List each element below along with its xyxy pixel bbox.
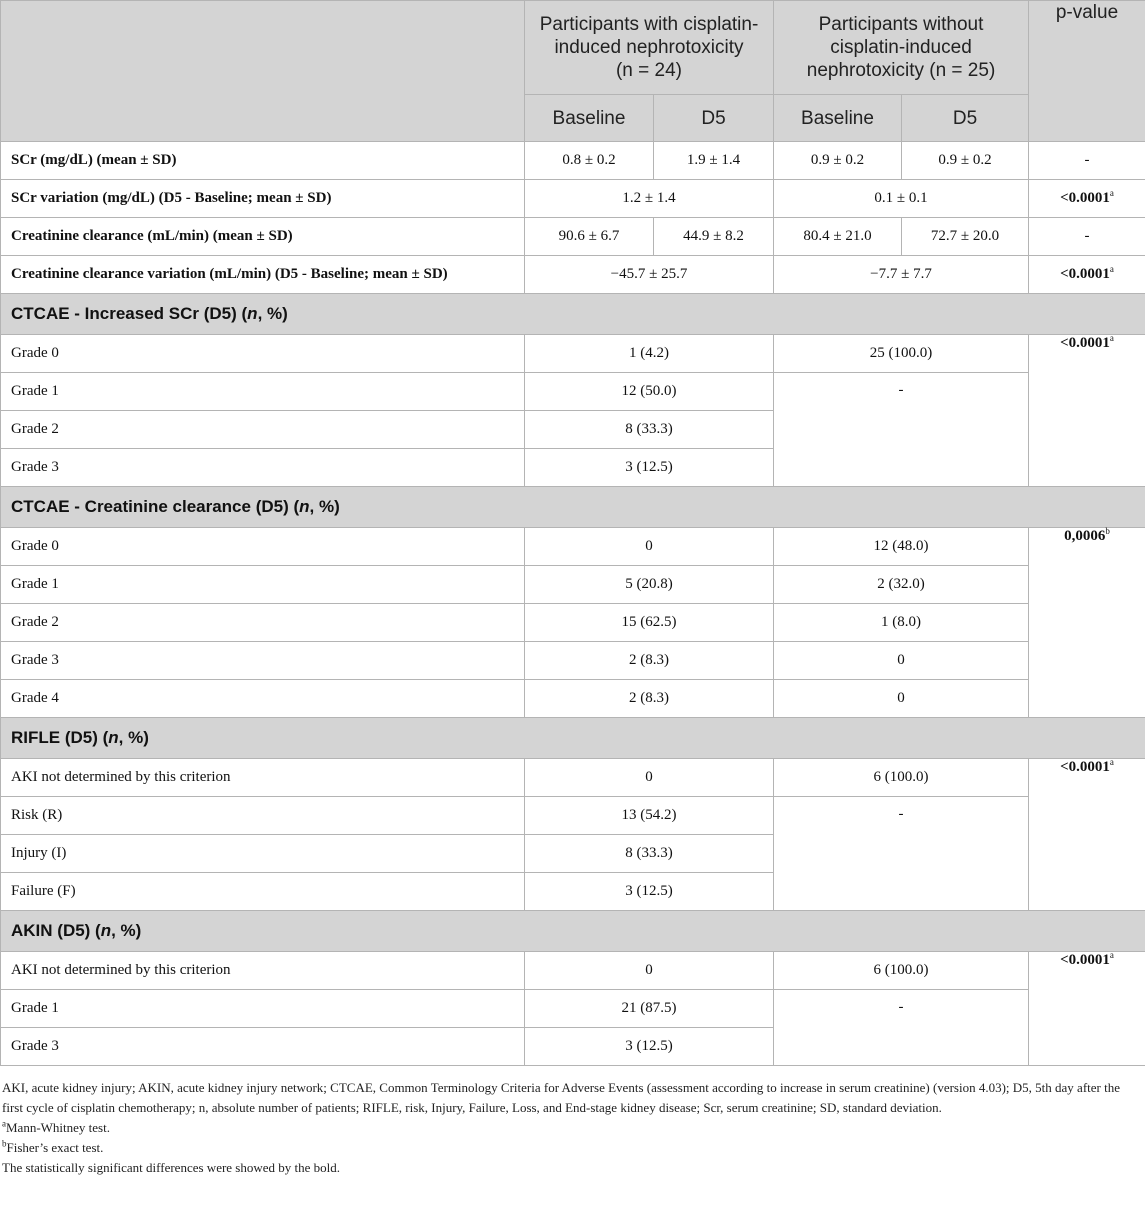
table-cell: 25 (100.0) — [774, 335, 1029, 373]
row-label: Grade 0 — [1, 335, 525, 373]
table-cell: - — [774, 797, 1029, 911]
table-cell: 1 (4.2) — [525, 335, 774, 373]
header-group2-n: nephrotoxicity (n = 25) — [806, 60, 996, 81]
table-row — [1, 759, 1145, 797]
table-header — [1, 1, 1145, 142]
row-label: Grade 3 — [1, 449, 525, 487]
table-cell: 3 (12.5) — [525, 873, 774, 911]
header-group1-baseline: Baseline — [525, 95, 654, 142]
header-group2-line2: cisplatin-induced — [830, 37, 972, 58]
table-row — [1, 797, 1145, 835]
row-label: Grade 4 — [1, 680, 525, 718]
header-group-with-nephrotoxicity — [525, 1, 774, 95]
table-cell: 15 (62.5) — [525, 604, 774, 642]
header-group2-d5: D5 — [902, 95, 1029, 142]
table-cell: 2 (32.0) — [774, 566, 1029, 604]
table-row — [1, 218, 1145, 256]
table-footnotes — [2, 1078, 1137, 1178]
row-label: Creatinine clearance (mL/min) (mean ± SD) — [1, 218, 525, 256]
table-cell: 8 (33.3) — [525, 835, 774, 873]
p-value-cell: - — [1029, 218, 1145, 256]
table-row — [1, 335, 1145, 373]
footnote-bold-note: The statistically significant differences were showed by the bold. — [2, 1160, 341, 1175]
header-group1-line2: induced nephrotoxicity — [554, 37, 744, 58]
footnote-a: $^a$Mann-Whitney test. — [2, 1118, 110, 1135]
table-cell: 2 (8.3) — [525, 680, 774, 718]
table-cell: 12 (48.0) — [774, 528, 1029, 566]
table-cell: 0 — [525, 759, 774, 797]
header-empty-cell — [1, 1, 525, 142]
p-value-cell: <0.0001$^a$ — [1029, 256, 1145, 294]
p-value-cell: <0.0001$^a$ — [1029, 180, 1145, 218]
p-value-cell: <0.0001$^a$ — [1029, 335, 1145, 487]
table-cell: - — [774, 373, 1029, 487]
table-cell: 44.9 ± 8.2 — [654, 218, 774, 256]
row-label: Grade 3 — [1, 642, 525, 680]
table-cell: 6 (100.0) — [774, 759, 1029, 797]
table-cell: 90.6 ± 6.7 — [525, 218, 654, 256]
table-row — [1, 528, 1145, 566]
table-cell: −7.7 ± 7.7 — [774, 256, 1029, 294]
table-cell: 0 — [525, 952, 774, 990]
section-header-rifle: RIFLE (D5) (n, %) — [1, 718, 1145, 759]
table-row — [1, 680, 1145, 718]
table-row — [1, 142, 1145, 180]
table-cell: 8 (33.3) — [525, 411, 774, 449]
table-cell: 13 (54.2) — [525, 797, 774, 835]
table-cell: 21 (87.5) — [525, 990, 774, 1028]
row-label: AKI not determined by this criterion — [1, 952, 525, 990]
table-cell: 0 — [525, 528, 774, 566]
table-cell: 72.7 ± 20.0 — [902, 218, 1029, 256]
table-cell: 6 (100.0) — [774, 952, 1029, 990]
row-label: SCr variation (mg/dL) (D5 - Baseline; mean ± SD) — [1, 180, 525, 218]
table-cell: 2 (8.3) — [525, 642, 774, 680]
table-cell: 0 — [774, 642, 1029, 680]
row-label: Grade 3 — [1, 1028, 525, 1066]
table-row — [1, 566, 1145, 604]
header-group-without-nephrotoxicity — [774, 1, 1029, 95]
p-value-cell: 0,0006$^b$ — [1029, 528, 1145, 718]
table-cell: 3 (12.5) — [525, 1028, 774, 1066]
header-group1-line1: Participants with cisplatin- — [539, 14, 759, 35]
table-row — [1, 952, 1145, 990]
table-row — [1, 373, 1145, 411]
row-label: Grade 2 — [1, 411, 525, 449]
row-label: Grade 1 — [1, 566, 525, 604]
header-group2-baseline: Baseline — [774, 95, 902, 142]
header-p-value: p-value — [1029, 1, 1145, 142]
row-label: SCr (mg/dL) (mean ± SD) — [1, 142, 525, 180]
row-label: AKI not determined by this criterion — [1, 759, 525, 797]
row-label: Failure (F) — [1, 873, 525, 911]
row-label: Grade 2 — [1, 604, 525, 642]
p-value-cell: - — [1029, 142, 1145, 180]
row-label: Risk (R) — [1, 797, 525, 835]
table-cell: 0 — [774, 680, 1029, 718]
table-cell: 3 (12.5) — [525, 449, 774, 487]
table-cell: 1.2 ± 1.4 — [525, 180, 774, 218]
footnote-abbreviations: AKI, acute kidney injury; AKIN, acute kidney injury network; CTCAE, Common Terminology Criteria for Adverse Events (assessment according to increase in serum creatinine) (version 4.03); D5, 5th day after the first cycle of cisplatin chemotherapy; n, absolute number of patients; RIFLE, risk, Injury, Failure, Loss, and End-stage kidney disease; Scr, serum creatinine; SD, standard deviation. — [2, 1080, 1120, 1115]
table-cell: 1.9 ± 1.4 — [654, 142, 774, 180]
row-label: Grade 1 — [1, 373, 525, 411]
table-cell: 80.4 ± 21.0 — [774, 218, 902, 256]
section-header-ctcae-scr: CTCAE - Increased SCr (D5) (n, %) — [1, 294, 1145, 335]
row-label: Injury (I) — [1, 835, 525, 873]
section-header-akin: AKIN (D5) (n, %) — [1, 911, 1145, 952]
section-header-ctcae-clearance: CTCAE - Creatinine clearance (D5) (n, %) — [1, 487, 1145, 528]
table-cell: 0.9 ± 0.2 — [902, 142, 1029, 180]
table-row — [1, 256, 1145, 294]
table-cell: - — [774, 990, 1029, 1066]
table-cell: −45.7 ± 25.7 — [525, 256, 774, 294]
row-label: Grade 1 — [1, 990, 525, 1028]
header-group2-line1: Participants without — [818, 14, 984, 35]
row-label: Creatinine clearance variation (mL/min) (D5 - Baseline; mean ± SD) — [1, 256, 525, 294]
table-cell: 5 (20.8) — [525, 566, 774, 604]
row-label: Grade 0 — [1, 528, 525, 566]
table-cell: 0.8 ± 0.2 — [525, 142, 654, 180]
table-row — [1, 990, 1145, 1028]
header-group1-n: (n = 24) — [615, 60, 682, 81]
table-cell: 1 (8.0) — [774, 604, 1029, 642]
table-cell: 0.1 ± 0.1 — [774, 180, 1029, 218]
p-value-cell: <0.0001$^a$ — [1029, 952, 1145, 1066]
table-row — [1, 180, 1145, 218]
table-row — [1, 604, 1145, 642]
table-cell: 0.9 ± 0.2 — [774, 142, 902, 180]
footnote-b: $^b$Fisher’s exact test. — [2, 1138, 104, 1155]
header-group1-d5: D5 — [654, 95, 774, 142]
table-row — [1, 642, 1145, 680]
table-cell: 12 (50.0) — [525, 373, 774, 411]
p-value-cell: <0.0001$^a$ — [1029, 759, 1145, 911]
